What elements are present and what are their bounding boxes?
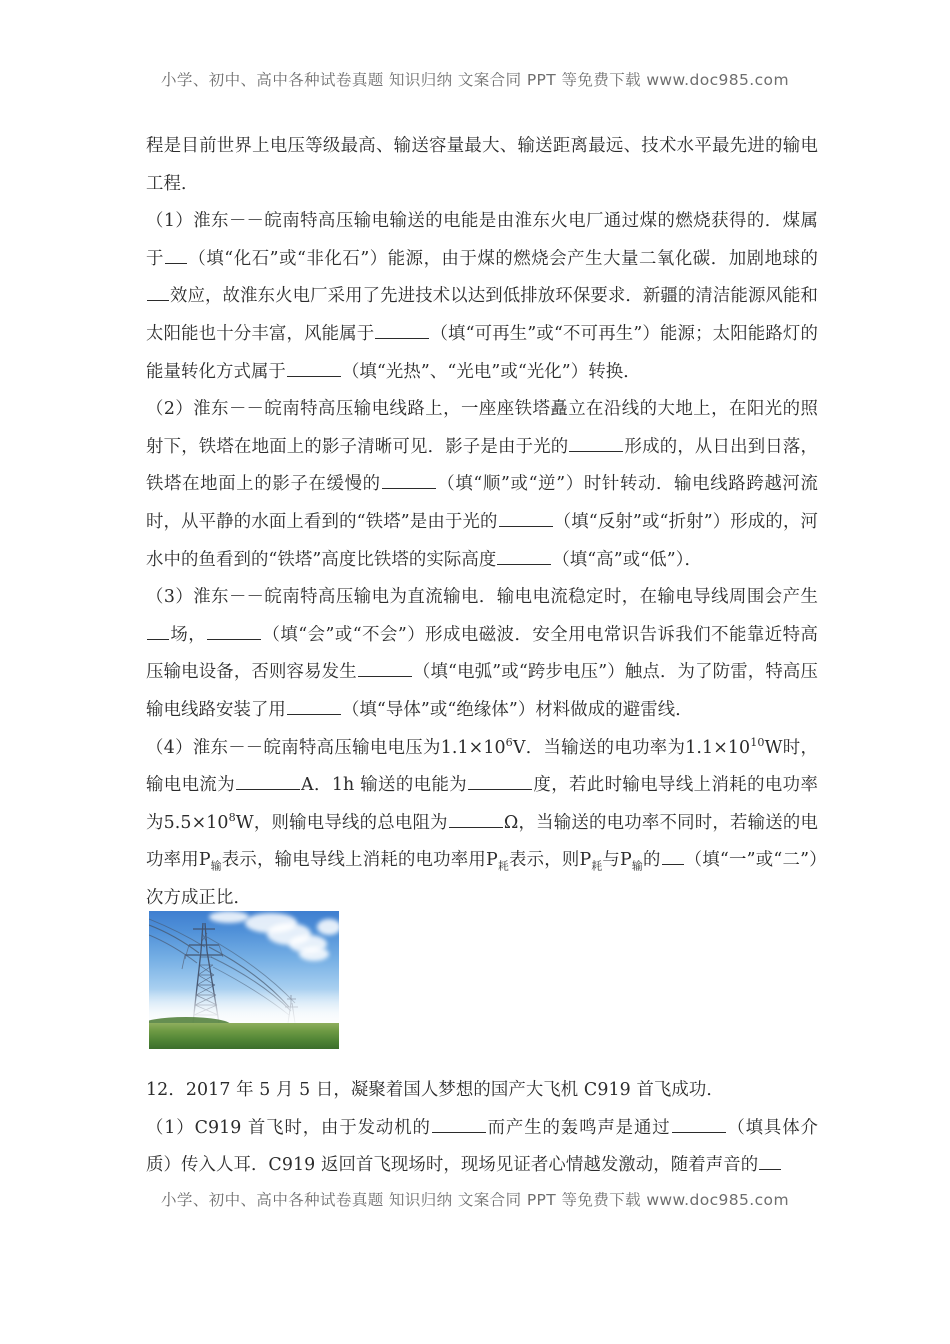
document-body — [146, 128, 818, 917]
q11-sub1-paragraph — [146, 203, 818, 391]
q12-stem-text: 12．2017 年 5 月 5 日，凝聚着国人梦想的国产大飞机 C919 首飞成功． — [146, 1080, 724, 1100]
intro-paragraph — [146, 128, 818, 203]
document-body-lower — [146, 1072, 818, 1185]
answer-blank[interactable] — [382, 470, 436, 489]
q11-sub2-seg4: （填“反射”或“折射”）形成的，河水中的鱼看到的“铁塔”高度比铁塔的实际高度 — [146, 511, 818, 570]
voltage-value: 1.1×10 — [440, 737, 506, 758]
q11-sub2-seg5: （填“高”或“低”）． — [552, 549, 703, 570]
answer-blank[interactable] — [449, 808, 503, 827]
footer-watermark — [0, 1188, 950, 1210]
intro-paragraph-text: 程是目前世界上电压等级最高、输送容量最大、输送距离最远、技术水平最先进的输电工程． — [146, 136, 818, 194]
q11-sub4-label: （4） — [146, 737, 193, 758]
q11-sub4-seg6: 当输送的电功率不同时，若输送的电功率用 — [146, 812, 819, 871]
subscript-hao: 耗 — [497, 859, 509, 873]
q11-sub1-label: （1） — [146, 211, 194, 232]
q12-sub1-seg2: 而产生的轰鸣声是通过 — [486, 1117, 671, 1138]
answer-blank[interactable] — [672, 1113, 726, 1132]
answer-blank[interactable] — [569, 432, 623, 451]
q11-sub4-seg11: （填“一”或“二”）次方成正比． — [146, 850, 819, 908]
q12-stem-paragraph — [146, 1072, 818, 1110]
answer-blank[interactable] — [375, 320, 429, 339]
footer-watermark-text: 小学、初中、高中各种试卷真题 知识归纳 文案合同 PPT 等免费下载 — [161, 1191, 642, 1209]
loss-power-unit: W， — [235, 812, 272, 833]
answer-blank[interactable] — [165, 245, 187, 264]
answer-blank[interactable] — [147, 620, 169, 639]
q11-sub2-label: （2） — [146, 399, 194, 420]
answer-blank[interactable] — [236, 771, 300, 790]
q11-sub1-seg3: 效应，故淮东火电厂采用了先进技术以达到低排放环保要求．新疆的清洁能源风能和太阳能也十分丰富，风能属于 — [146, 286, 818, 344]
subscript-hao-2: 耗 — [591, 859, 603, 873]
symbol-p-transmitted: P — [198, 850, 211, 871]
q11-sub4-seg7: 表示，输电导线上消耗的电功率用 — [221, 850, 487, 871]
loss-power-value: 5.5×10 — [163, 812, 229, 833]
header-watermark-url: www.doc985.com — [646, 71, 789, 89]
grass-field — [149, 1023, 339, 1049]
answer-blank[interactable] — [207, 620, 261, 639]
q11-sub4-seg10: 的 — [642, 850, 661, 871]
q11-sub4-seg1: 淮东－－皖南特高压输电电压为 — [192, 737, 441, 758]
answer-blank[interactable] — [662, 846, 684, 865]
q12-sub1-seg1: C919 首飞时，由于发动机的 — [194, 1117, 431, 1138]
answer-blank[interactable] — [468, 771, 532, 790]
q11-sub4-seg5: 则输电导线的总电阻为 — [271, 812, 448, 833]
loss-power-exponent: 8 — [228, 810, 236, 824]
header-watermark — [0, 68, 950, 90]
q11-sub1-seg5: （填“光热”、“光电”或“光化”）转换． — [341, 361, 641, 382]
power-value: 1.1×10 — [685, 737, 751, 758]
answer-blank[interactable] — [497, 545, 551, 564]
q11-sub4-unit-degree: 度，若此时输电导线上消耗的电功率为 — [146, 775, 818, 833]
power-exponent: 10 — [750, 735, 765, 749]
q11-sub3-seg3: （填“会”或“不会”）形成电磁波．安全用电常识告诉我们不能靠近特高压输电设备，否则容易发生 — [146, 624, 818, 683]
q11-sub2-paragraph — [146, 391, 818, 579]
q11-sub4-seg9: 与 — [602, 850, 620, 871]
answer-blank[interactable] — [287, 357, 341, 376]
footer-watermark-url: www.doc985.com — [646, 1191, 789, 1209]
answer-blank[interactable] — [759, 1151, 781, 1170]
q11-sub3-paragraph — [146, 579, 818, 729]
answer-blank[interactable] — [287, 696, 341, 715]
unit-ohm: Ω， — [503, 812, 537, 833]
q11-sub4-seg4: 1h 输送的电能为 — [331, 775, 468, 796]
subscript-shu: 输 — [210, 859, 222, 873]
voltage-unit: V． — [512, 737, 544, 758]
q11-sub4-seg8: 表示，则 — [508, 850, 580, 871]
header-watermark-text: 小学、初中、高中各种试卷真题 知识归纳 文案合同 PPT 等免费下载 — [161, 71, 642, 89]
q12-sub1-paragraph — [146, 1110, 818, 1185]
symbol-p-loss: P — [486, 850, 498, 871]
answer-blank[interactable] — [432, 1113, 486, 1132]
q11-sub2-seg3: （填“顺”或“逆”）时针转动．输电线路跨越河流时，从平静的水面上看到的“铁塔”是由于光的 — [146, 474, 818, 532]
symbol-p-transmitted-2: P — [620, 850, 632, 871]
q11-sub3-label: （3） — [146, 587, 194, 608]
q11-sub2-seg2: 形成的，从日出到日落，铁塔在地面上的影子在缓慢的 — [146, 436, 819, 495]
q11-sub3-seg1: 淮东－－皖南特高压输电为直流输电．输电电流稳定时，在输电导线周围会产生 — [193, 587, 818, 608]
q11-sub3-seg4: （填“电弧”或“跨步电压”）触点．为了防雷，特高压输电线路安装了用 — [146, 662, 818, 720]
power-unit: W — [764, 737, 783, 758]
q11-sub1-seg4: （填“可再生”或“不可再生”）能源；太阳能路灯的能量转化方式属于 — [146, 323, 818, 382]
voltage-exponent: 6 — [505, 735, 513, 749]
q11-sub4-paragraph — [146, 730, 818, 918]
subscript-shu-2: 输 — [631, 859, 643, 873]
q11-sub4-seg2: 当输送的电功率为 — [543, 737, 686, 758]
unit-ampere: A． — [301, 775, 332, 796]
q12-sub1-label: （1） — [146, 1117, 195, 1138]
q11-sub4-seg3: 时，输电电流为 — [146, 737, 818, 796]
q11-sub3-seg5: （填“导体”或“绝缘体”）材料做成的避雷线． — [341, 699, 693, 720]
transmission-tower-photo — [149, 911, 339, 1049]
answer-blank[interactable] — [499, 508, 553, 527]
answer-blank[interactable] — [147, 282, 169, 301]
q11-sub1-seg2: （填“化石”或“非化石”）能源，由于煤的燃烧会产生大量二氧化碳．加剧地球的 — [187, 248, 818, 269]
q11-sub3-seg2: 场， — [170, 624, 207, 645]
symbol-p-loss-2: P — [579, 850, 592, 871]
q11-sub2-seg1: 淮东－－皖南特高压输电线路上，一座座铁塔矗立在沿线的大地上，在阳光的照射下，铁塔在地面上的影子清晰可见．影子是由于光的 — [146, 399, 818, 457]
answer-blank[interactable] — [358, 658, 412, 677]
q12-sub1-seg3: （填具体介质）传入人耳．C919 返回首飞现场时，现场见证者心情越发激动，随着声音的 — [146, 1117, 818, 1176]
q11-sub1-seg1: 淮东－－皖南特高压输电输送的电能是由淮东火电厂通过煤的燃烧获得的．煤属于 — [146, 211, 818, 269]
transmission-tower-figure — [146, 908, 342, 1052]
